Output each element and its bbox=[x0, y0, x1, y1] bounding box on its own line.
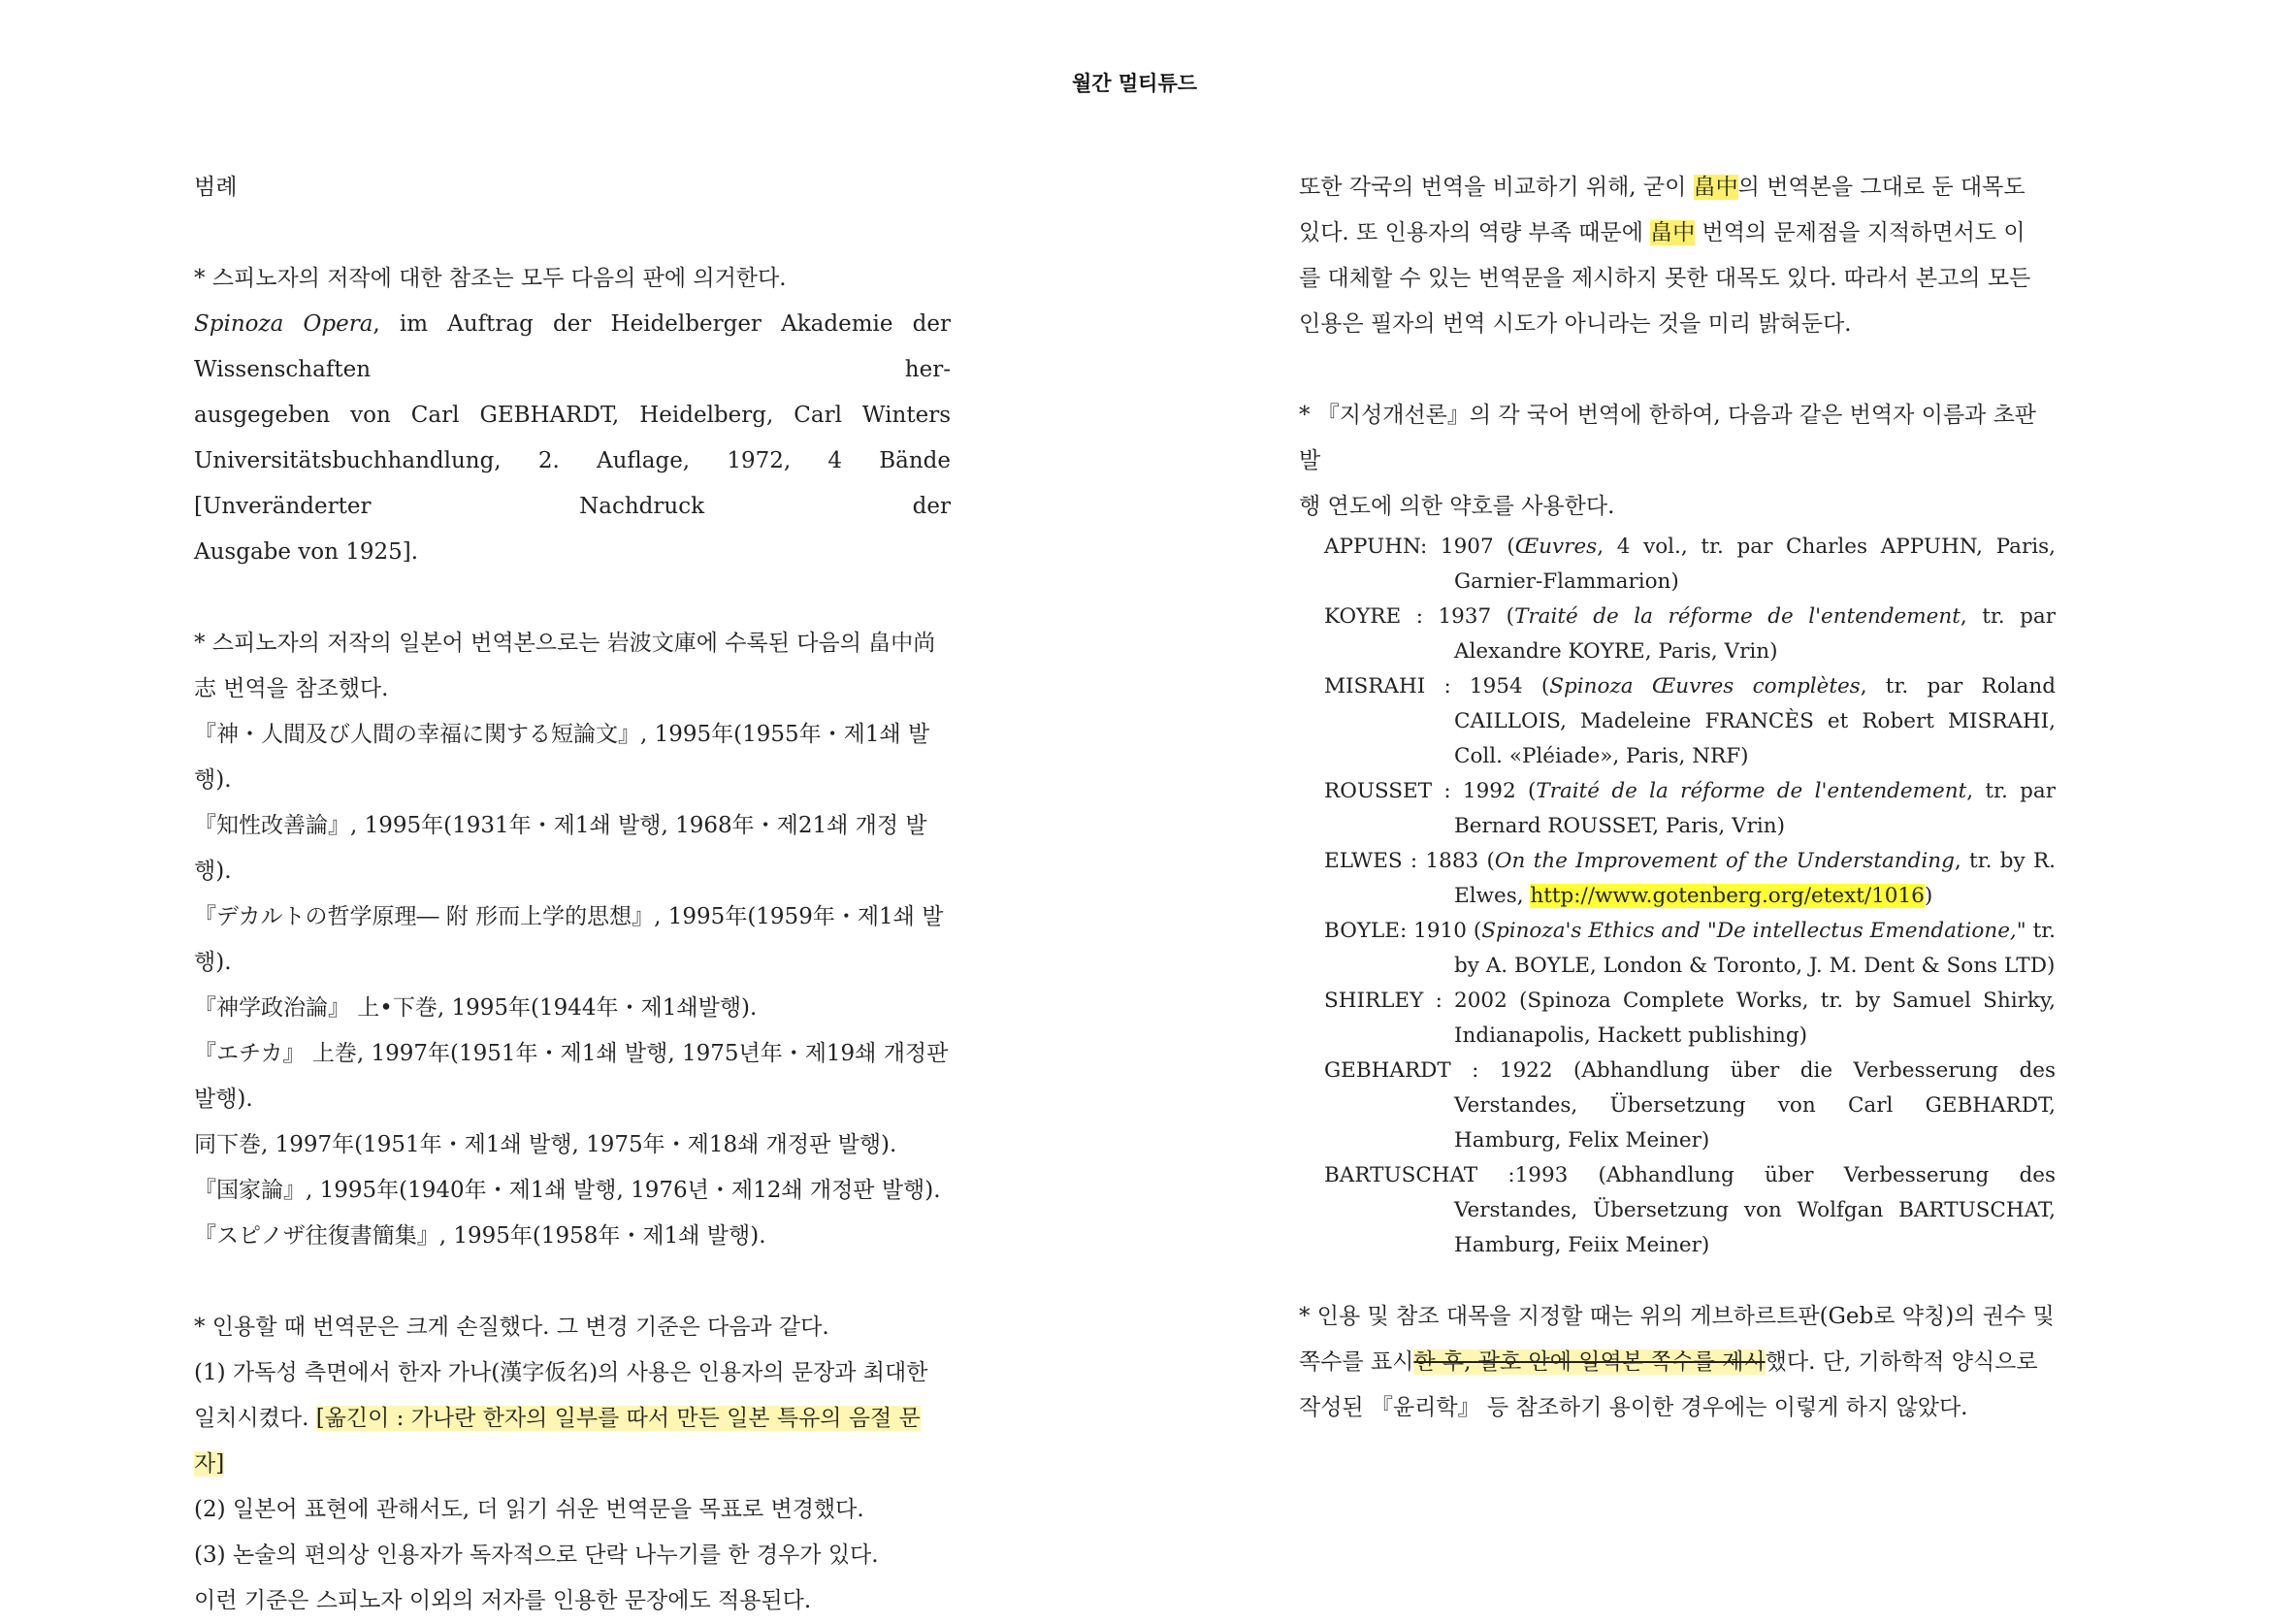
section-heading: 범례 bbox=[194, 175, 238, 200]
comparison-line-3: 를 대체할 수 있는 번역문을 제시하지 못한 대목도 있다. 따라서 본고의 모든 bbox=[1299, 266, 2031, 291]
criteria-1-line-1: (1) 가독성 측면에서 한자 가나(漢字仮名)의 사용은 인용자의 문장과 최대한 bbox=[194, 1360, 928, 1385]
citation-format-text: 했다. 단, 기하학적 양식으로 bbox=[1765, 1349, 2038, 1375]
reference-shirley: SHIRLEY : 2002 (Spinoza Complete Works, tr. by Samuel Shirky, Indianapolis, Hackett publishing) bbox=[1324, 989, 2056, 1048]
criteria-scope: 이런 기준은 스피노자 이외의 저자를 인용한 문장에도 적용된다. bbox=[194, 1588, 812, 1613]
citation-line-3: Universitätsbuchhandlung, 2. Auflage, 1972, 4 Bände [Unveränderter Nachdruck der bbox=[194, 448, 951, 519]
criteria-2: (2) 일본어 표현에 관해서도, 더 읽기 쉬운 번역문을 목표로 변경했다. bbox=[194, 1497, 864, 1522]
reference-elwes: ELWES : 1883 (On the Improvement of the Understanding, tr. by R. Elwes, http://www.gotenberg.org/etext/1016) bbox=[1324, 849, 2056, 908]
gutenberg-link[interactable]: http://www.gotenberg.org/etext/1016 bbox=[1530, 884, 1925, 908]
reference-rousset: ROUSSET : 1992 (Traité de la réforme de l'entendement, tr. par Bernard ROUSSET, Paris, Vrin) bbox=[1324, 779, 2056, 838]
japanese-edition-item: 『神・人間及び人間の幸福に関する短論文』, 1995年(1955年・제1쇄 발행). bbox=[194, 722, 930, 793]
japanese-edition-item: 『国家論』, 1995年(1940年・제1쇄 발행, 1976년・제12쇄 개정판 발행). bbox=[194, 1178, 941, 1203]
reference-bartuschat: BARTUSCHAT :1993 (Abhandlung über Verbesserung des Verstandes, Übersetzung von Wolfgan BARTUSCHAT, Hamburg, Feiix Meiner) bbox=[1324, 1163, 2056, 1257]
japanese-edition-intro-1: * 스피노자의 저작의 일본어 번역본으로는 岩波文庫에 수록된 다음의 畠中尚 bbox=[194, 631, 936, 656]
translator-name-highlight: 畠中 bbox=[1693, 175, 1738, 200]
citation-line-4: Ausgabe von 1925]. bbox=[194, 539, 419, 565]
reference-boyle: BOYLE: 1910 (Spinoza's Ethics and "De intellectus Emendatione," tr. by A. BOYLE, London & Toronto, J. M. Dent & Sons LTD) bbox=[1324, 919, 2056, 978]
struck-highlighted-text: 한 후, 괄호 안에 일역본 쪽수를 제시 bbox=[1413, 1349, 1766, 1375]
translator-name-highlight: 畠中 bbox=[1650, 220, 1696, 245]
citation-title: Spinoza Opera bbox=[194, 311, 373, 337]
comparison-text: 의 번역본을 그대로 둔 대목도 bbox=[1737, 175, 2026, 200]
translator-note: [옮긴이 : 가나란 한자의 일부를 따서 만든 일본 특유의 음절 문 bbox=[315, 1406, 921, 1431]
citation-line-1 bbox=[194, 302, 951, 393]
comparison-text: 번역의 문제점을 지적하면서도 이 bbox=[1695, 220, 2026, 245]
translation-reference-list bbox=[1299, 530, 2056, 1263]
reference-misrahi: MISRAHI : 1954 (Spinoza Œuvres complètes, tr. par Roland CAILLOIS, Madeleine FRANCÈS et Robert MISRAHI, Coll. «Pléiade», Paris, NRF) bbox=[1324, 674, 2056, 768]
citation-format-line-3: 작성된 『윤리학』 등 참조하기 용이한 경우에는 이렇게 하지 않았다. bbox=[1299, 1395, 1968, 1420]
comparison-text: 또한 각국의 번역을 비교하기 위해, 굳이 bbox=[1299, 175, 1694, 200]
criteria-3: (3) 논술의 편의상 인용자가 독자적으로 단락 나누기를 한 경우가 있다. bbox=[194, 1543, 879, 1568]
criteria-1-line-2 bbox=[194, 1396, 951, 1442]
japanese-edition-item: 『デカルトの哲学原理― 附 形而上学的思想』, 1995年(1959年・제1쇄 발행). bbox=[194, 904, 944, 975]
abbreviation-intro-1: * 『지성개선론』의 각 국어 번역에 한하여, 다음과 같은 번역자 이름과 초판 발 bbox=[1299, 403, 2037, 473]
reference-koyre: KOYRE : 1937 (Traité de la réforme de l'entendement, tr. par Alexandre KOYRE, Paris, Vrin) bbox=[1324, 604, 2056, 664]
translation-criteria-intro: * 인용할 때 번역문은 크게 손질했다. 그 변경 기준은 다음과 같다. bbox=[194, 1315, 829, 1340]
comparison-line-2 bbox=[1299, 211, 2056, 256]
japanese-edition-item: 同下巻, 1997年(1951年・제1쇄 발행, 1975年・제18쇄 개정판 발행). bbox=[194, 1132, 897, 1157]
japanese-edition-item: 『スピノザ往復書簡集』, 1995年(1958年・제1쇄 발행). bbox=[194, 1223, 766, 1249]
citation-line-2: ausgegeben von Carl GEBHARDT, Heidelberg, Carl Winters bbox=[194, 403, 951, 428]
comparison-line-1 bbox=[1299, 165, 2056, 211]
citation-text: , im Auftrag der Heidelberger Akademie der Wissenschaften her- bbox=[194, 311, 951, 382]
criteria-1-text: 일치시켰다. bbox=[194, 1406, 316, 1431]
edition-note: * 스피노자의 저작에 대한 참조는 모두 다음의 판에 의거한다. bbox=[194, 266, 787, 291]
japanese-edition-item: 『エチカ』 上巻, 1997年(1951年・제1쇄 발행, 1975년年・제19쇄 개정판 발행). bbox=[194, 1041, 949, 1112]
abbreviation-intro-2: 행 연도에 의한 약호를 사용한다. bbox=[1299, 494, 1615, 519]
japanese-edition-intro-2: 志 번역을 참조했다. bbox=[194, 676, 389, 701]
citation-format-line-1: * 인용 및 참조 대목을 지정할 때는 위의 게브하르트판(Geb로 약칭)의 권수 및 bbox=[1299, 1304, 2055, 1329]
reference-appuhn: APPUHN: 1907 (Œuvres, 4 vol., tr. par Charles APPUHN, Paris, Garnier-Flammarion) bbox=[1324, 535, 2056, 594]
japanese-edition-item: 『知性改善論』, 1995年(1931年・제1쇄 발행, 1968年・제21쇄 개정 발행). bbox=[194, 813, 927, 884]
left-column bbox=[194, 165, 951, 1624]
running-header: 월간 멀티튜드 bbox=[1071, 72, 1198, 95]
japanese-edition-item: 『神学政治論』 上•下巻, 1995年(1944年・제1쇄발행). bbox=[194, 995, 758, 1021]
citation-format-text: 쪽수를 표시 bbox=[1299, 1349, 1414, 1375]
translator-note-end: 자] bbox=[194, 1451, 225, 1477]
reference-gebhardt: GEBHARDT : 1922 (Abhandlung über die Verbesserung des Verstandes, Übersetzung von Carl GEBHARDT, Hamburg, Felix Meiner) bbox=[1324, 1058, 2056, 1153]
citation-format-line-2 bbox=[1299, 1340, 2056, 1385]
criteria-1-line-3 bbox=[194, 1442, 951, 1487]
comparison-text: 있다. 또 인용자의 역량 부족 때문에 bbox=[1299, 220, 1651, 245]
comparison-line-4: 인용은 필자의 번역 시도가 아니라는 것을 미리 밝혀둔다. bbox=[1299, 311, 1852, 337]
right-column bbox=[1299, 165, 2056, 1431]
